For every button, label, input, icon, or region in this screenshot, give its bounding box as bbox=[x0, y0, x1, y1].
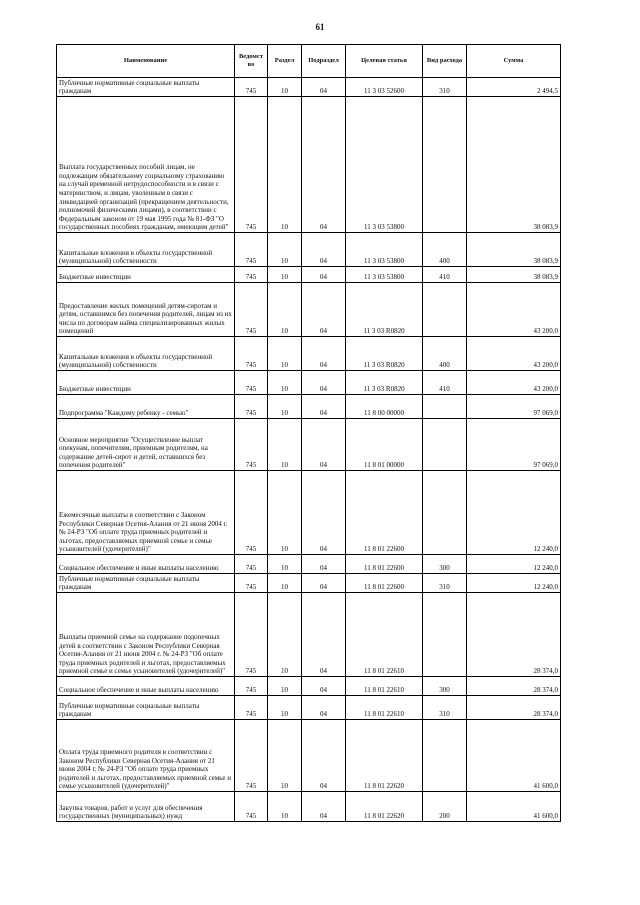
row-section: 10 bbox=[268, 677, 302, 696]
row-type: 310 bbox=[423, 574, 467, 593]
row-type bbox=[423, 593, 467, 677]
row-sum: 38 083,9 bbox=[467, 267, 561, 283]
row-type: 310 bbox=[423, 696, 467, 720]
row-section: 10 bbox=[268, 419, 302, 471]
row-type bbox=[423, 471, 467, 555]
table-row bbox=[57, 574, 561, 593]
row-name: Закупка товаров, работ и услуг для обеспечения государственных (муниципальных) нужд bbox=[57, 792, 235, 822]
table-row bbox=[57, 677, 561, 696]
header-expense-type: Вид расхода bbox=[423, 45, 467, 78]
row-name: Подпрограмма "Каждому ребенку - семью" bbox=[57, 395, 235, 419]
row-subsection: 04 bbox=[302, 555, 346, 574]
row-sum: 43 200,0 bbox=[467, 337, 561, 371]
row-name: Ежемесячные выплаты в соответствии с Законом Республики Северная Осетия-Алания от 21 июня 2004 г. № 24-РЗ "Об оплате труда приемных родителей и льготах, предоставляемых приемной семье и семье усыновителей (удочерителей)" bbox=[57, 471, 235, 555]
row-type: 410 bbox=[423, 267, 467, 283]
row-dept: 745 bbox=[235, 337, 268, 371]
row-sum: 97 069,0 bbox=[467, 419, 561, 471]
row-type bbox=[423, 97, 467, 233]
budget-table bbox=[56, 44, 561, 822]
row-section: 10 bbox=[268, 283, 302, 337]
row-name: Публичные нормативные социальные выплаты гражданам bbox=[57, 78, 235, 97]
table-row bbox=[57, 395, 561, 419]
row-sum: 12 240,0 bbox=[467, 471, 561, 555]
row-dept: 745 bbox=[235, 471, 268, 555]
row-dept: 745 bbox=[235, 696, 268, 720]
row-dept: 745 bbox=[235, 677, 268, 696]
row-type: 200 bbox=[423, 792, 467, 822]
row-sum: 12 240,0 bbox=[467, 555, 561, 574]
row-target: 11 3 03 52600 bbox=[346, 78, 423, 97]
row-dept: 745 bbox=[235, 720, 268, 792]
row-section: 10 bbox=[268, 471, 302, 555]
header-target: Целевая статья bbox=[346, 45, 423, 78]
row-section: 10 bbox=[268, 233, 302, 267]
row-name: Капитальные вложения в объекты государственной (муниципальной) собственности bbox=[57, 233, 235, 267]
table-row bbox=[57, 471, 561, 555]
row-section: 10 bbox=[268, 267, 302, 283]
row-type: 300 bbox=[423, 677, 467, 696]
row-sum: 12 240,0 bbox=[467, 574, 561, 593]
row-subsection: 04 bbox=[302, 574, 346, 593]
row-target: 11 8 01 22610 bbox=[346, 593, 423, 677]
row-subsection: 04 bbox=[302, 696, 346, 720]
row-section: 10 bbox=[268, 337, 302, 371]
row-type: 410 bbox=[423, 371, 467, 395]
row-dept: 745 bbox=[235, 233, 268, 267]
row-section: 10 bbox=[268, 792, 302, 822]
row-dept: 745 bbox=[235, 574, 268, 593]
row-target: 11 3 03 R0820 bbox=[346, 283, 423, 337]
table-row bbox=[57, 267, 561, 283]
row-subsection: 04 bbox=[302, 792, 346, 822]
row-name: Публичные нормативные социальные выплаты гражданам bbox=[57, 574, 235, 593]
row-target: 11 8 01 00000 bbox=[346, 419, 423, 471]
row-dept: 745 bbox=[235, 419, 268, 471]
row-subsection: 04 bbox=[302, 720, 346, 792]
row-target: 11 8 00 00000 bbox=[346, 395, 423, 419]
row-target: 11 8 01 22600 bbox=[346, 555, 423, 574]
row-target: 11 3 03 53800 bbox=[346, 97, 423, 233]
page-number: 61 bbox=[315, 22, 325, 32]
table-row bbox=[57, 78, 561, 97]
row-section: 10 bbox=[268, 395, 302, 419]
row-target: 11 3 03 R0820 bbox=[346, 337, 423, 371]
row-name: Выплаты приемной семье на содержание подопечных детей в соответствии с Законом Республики Северная Осетия-Алания от 21 июня 2004 г. № 24-РЗ "Об оплате труда приемных родителей и льготах, предоставляемых приемной семье и семье усыновителей (удочерителей)" bbox=[57, 593, 235, 677]
table-row bbox=[57, 283, 561, 337]
row-subsection: 04 bbox=[302, 97, 346, 233]
row-type: 300 bbox=[423, 555, 467, 574]
row-target: 11 8 01 22620 bbox=[346, 792, 423, 822]
row-type bbox=[423, 283, 467, 337]
table-row bbox=[57, 233, 561, 267]
row-sum: 28 374,0 bbox=[467, 593, 561, 677]
table-row bbox=[57, 720, 561, 792]
row-name: Оплата труда приемного родителя в соответствии с Законом Республики Северная Осетия-Алания от 21 июня 2004 г. № 24-РЗ "Об оплате труда приемных родителей и льготах, предоставляемых приемной семье и семье усыновителей (удочерителей)" bbox=[57, 720, 235, 792]
row-target: 11 8 01 22600 bbox=[346, 471, 423, 555]
header-dept: Ведомст во bbox=[235, 45, 268, 78]
header-name: Наименование bbox=[57, 45, 235, 78]
row-sum: 43 200,0 bbox=[467, 371, 561, 395]
row-type bbox=[423, 419, 467, 471]
row-target: 11 8 01 22620 bbox=[346, 720, 423, 792]
row-subsection: 04 bbox=[302, 677, 346, 696]
row-section: 10 bbox=[268, 574, 302, 593]
row-sum: 38 083,9 bbox=[467, 97, 561, 233]
row-section: 10 bbox=[268, 78, 302, 97]
row-sum: 43 200,0 bbox=[467, 283, 561, 337]
table-row bbox=[57, 593, 561, 677]
row-dept: 745 bbox=[235, 267, 268, 283]
row-type: 400 bbox=[423, 337, 467, 371]
table-row bbox=[57, 97, 561, 233]
row-type: 400 bbox=[423, 233, 467, 267]
row-section: 10 bbox=[268, 696, 302, 720]
header-subsection: Подраздел bbox=[302, 45, 346, 78]
row-name: Социальное обеспечение и иные выплаты населению bbox=[57, 677, 235, 696]
row-name: Выплата государственных пособий лицам, не подлежащим обязательному социальному страхованию на случай временной нетрудоспособности и в связи с материнством, и лицам, уволенным в связи с ликвидацией организаций (прекращением деятельности, полномочий физическими лицами), в соответствии с Федеральным законом от 19 мая 1995 года № 81-ФЗ "О государственных пособиях гражданам, имеющим детей" bbox=[57, 97, 235, 233]
row-dept: 745 bbox=[235, 78, 268, 97]
row-dept: 745 bbox=[235, 792, 268, 822]
row-dept: 745 bbox=[235, 283, 268, 337]
row-subsection: 04 bbox=[302, 371, 346, 395]
row-subsection: 04 bbox=[302, 593, 346, 677]
row-sum: 2 494,5 bbox=[467, 78, 561, 97]
row-subsection: 04 bbox=[302, 419, 346, 471]
row-sum: 28 374,0 bbox=[467, 677, 561, 696]
row-name: Основное мероприятие "Осуществление выплат опекунам, попечителям, приемным родителям, на содержание детей-сирот и детей, оставшихся без попечения родителей" bbox=[57, 419, 235, 471]
row-section: 10 bbox=[268, 97, 302, 233]
row-sum: 41 600,0 bbox=[467, 792, 561, 822]
table-row bbox=[57, 696, 561, 720]
row-target: 11 3 03 53800 bbox=[346, 267, 423, 283]
row-target: 11 3 03 53800 bbox=[346, 233, 423, 267]
row-section: 10 bbox=[268, 555, 302, 574]
row-subsection: 04 bbox=[302, 283, 346, 337]
header-section: Раздел bbox=[268, 45, 302, 78]
row-sum: 41 600,0 bbox=[467, 720, 561, 792]
row-target: 11 8 01 22600 bbox=[346, 574, 423, 593]
row-section: 10 bbox=[268, 371, 302, 395]
row-target: 11 8 01 22610 bbox=[346, 696, 423, 720]
row-name: Социальное обеспечение и иные выплаты населению bbox=[57, 555, 235, 574]
row-type bbox=[423, 395, 467, 419]
row-subsection: 04 bbox=[302, 337, 346, 371]
row-type bbox=[423, 720, 467, 792]
row-target: 11 3 03 R0820 bbox=[346, 371, 423, 395]
row-subsection: 04 bbox=[302, 233, 346, 267]
row-dept: 745 bbox=[235, 97, 268, 233]
row-dept: 745 bbox=[235, 555, 268, 574]
row-dept: 745 bbox=[235, 371, 268, 395]
row-sum: 97 069,0 bbox=[467, 395, 561, 419]
row-name: Публичные нормативные социальные выплаты гражданам bbox=[57, 696, 235, 720]
row-sum: 28 374,0 bbox=[467, 696, 561, 720]
table-row bbox=[57, 419, 561, 471]
row-name: Предоставление жилых помещений детям-сиротам и детям, оставшимся без попечения родителей, лицам из их числа по договорам найма специализированных жилых помещений bbox=[57, 283, 235, 337]
table-header-row bbox=[57, 45, 561, 78]
table-row bbox=[57, 792, 561, 822]
row-subsection: 04 bbox=[302, 471, 346, 555]
row-subsection: 04 bbox=[302, 395, 346, 419]
row-section: 10 bbox=[268, 593, 302, 677]
row-section: 10 bbox=[268, 720, 302, 792]
row-dept: 745 bbox=[235, 593, 268, 677]
table-row bbox=[57, 371, 561, 395]
table-row bbox=[57, 555, 561, 574]
table-row bbox=[57, 337, 561, 371]
row-subsection: 04 bbox=[302, 267, 346, 283]
row-dept: 745 bbox=[235, 395, 268, 419]
row-sum: 38 083,9 bbox=[467, 233, 561, 267]
row-subsection: 04 bbox=[302, 78, 346, 97]
row-type: 310 bbox=[423, 78, 467, 97]
row-name: Бюджетные инвестиции bbox=[57, 371, 235, 395]
row-target: 11 8 01 22610 bbox=[346, 677, 423, 696]
header-sum: Сумма bbox=[467, 45, 561, 78]
row-name: Бюджетные инвестиции bbox=[57, 267, 235, 283]
row-name: Капитальные вложения в объекты государственной (муниципальной) собственности bbox=[57, 337, 235, 371]
